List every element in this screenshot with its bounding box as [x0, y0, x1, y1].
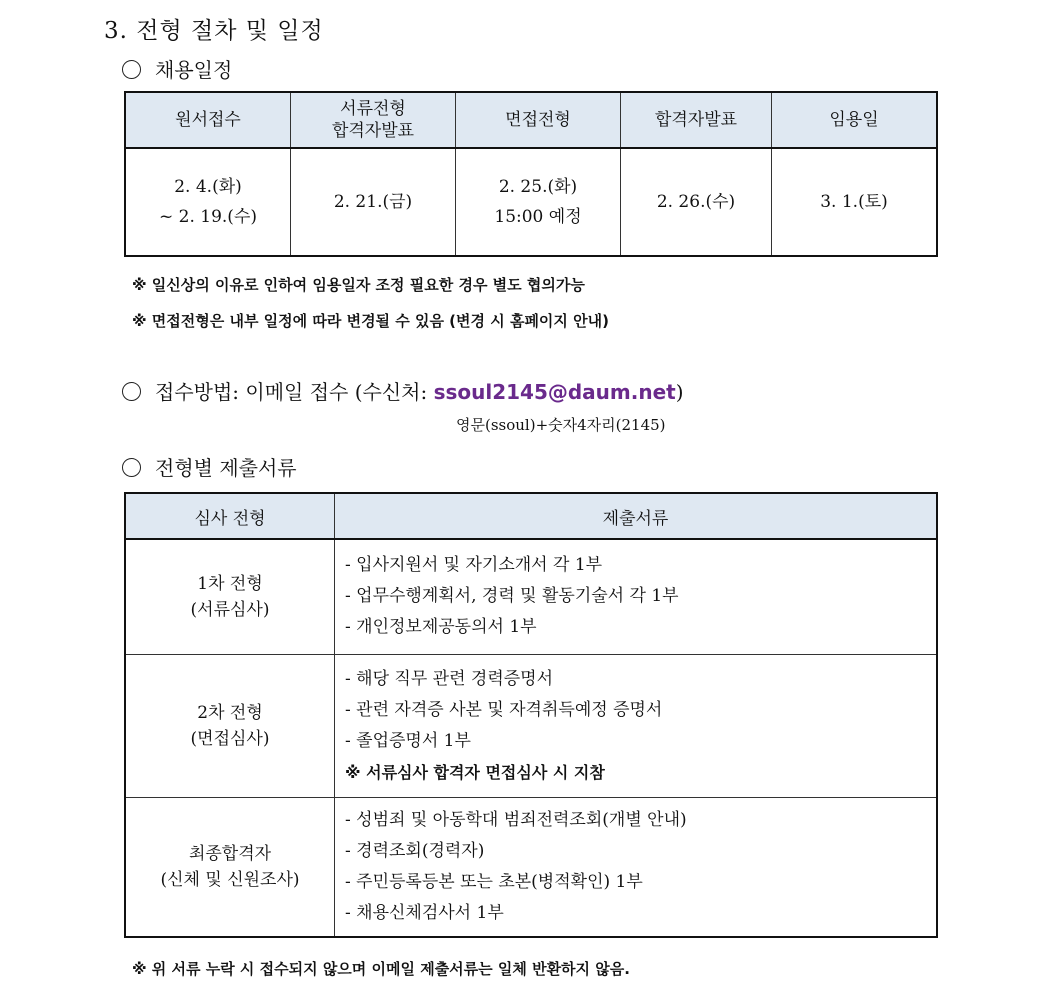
stage-text: 최종합격자 (신체 및 신원조사)	[160, 843, 300, 890]
value-text: 3. 1.(토)	[820, 192, 888, 212]
table-row	[125, 797, 937, 937]
list-item: - 해당 직무 관련 경력증명서	[345, 668, 554, 689]
documents-header-row	[125, 493, 937, 539]
header-text: 임용일	[829, 110, 879, 130]
header-text: 원서접수	[175, 110, 241, 130]
value-cell	[456, 148, 621, 256]
header-cell	[772, 92, 938, 148]
apply-method	[122, 376, 684, 405]
header-text: 합격자발표	[654, 110, 738, 130]
header-text: 서류전형 합격자발표	[331, 99, 415, 141]
items-cell	[335, 539, 938, 654]
value-cell	[621, 148, 772, 256]
header-text: 제출서류	[602, 508, 669, 529]
list-item: - 채용신체검사서 1부	[345, 902, 504, 923]
schedule-heading	[122, 54, 232, 83]
value-cell	[125, 148, 291, 256]
circle-bullet-icon	[122, 382, 141, 401]
header-cell	[125, 92, 291, 148]
list-item: - 업무수행계획서, 경력 및 활동기술서 각 1부	[345, 586, 679, 607]
list-item: - 개인정보제공동의서 1부	[345, 617, 537, 638]
list-item: - 관련 자격증 사본 및 자격취득예정 증명서	[345, 699, 663, 720]
schedule-value-row	[125, 148, 937, 256]
documents-table	[124, 492, 938, 938]
header-text: 면접전형	[505, 110, 571, 130]
value-text: 2. 4.(화) ~ 2. 19.(수)	[159, 177, 257, 227]
stage-text: 1차 전형 (서류심사)	[190, 573, 270, 620]
list-item: - 성범죄 및 아동학대 범죄전력조회(개별 안내)	[345, 809, 687, 830]
documents-heading-text: 전형별 제출서류	[155, 456, 297, 480]
list-item: - 졸업증명서 1부	[345, 730, 471, 751]
stage-cell	[125, 539, 335, 654]
list-item: - 입사지원서 및 자기소개서 각 1부	[345, 555, 603, 576]
note-interview-change: ※ 면접전형은 내부 일정에 따라 변경될 수 있음 (변경 시 홈페이지 안내)	[132, 312, 609, 330]
documents-heading	[122, 452, 297, 481]
list-item: - 경력조회(경력자)	[345, 840, 485, 861]
value-text: 2. 25.(화) 15:00 예정	[494, 177, 582, 227]
schedule-table	[124, 91, 938, 257]
header-cell	[335, 493, 938, 539]
email-hint: 영문(ssoul)+숫자4자리(2145)	[456, 416, 666, 434]
header-cell	[291, 92, 456, 148]
footer-note: ※ 위 서류 누락 시 접수되지 않으며 이메일 제출서류는 일체 반환하지 않음.	[132, 960, 630, 978]
schedule-header-row	[125, 92, 937, 148]
section-title: 3. 전형 절차 및 일정	[104, 18, 324, 44]
items-cell	[335, 654, 938, 797]
header-text: 심사 전형	[194, 508, 266, 529]
table-row	[125, 539, 937, 654]
header-cell	[621, 92, 772, 148]
value-cell	[772, 148, 938, 256]
header-cell	[125, 493, 335, 539]
note-reschedule: ※ 일신상의 이유로 인하여 임용일자 조정 필요한 경우 별도 협의가능	[132, 276, 585, 294]
stage-cell	[125, 797, 335, 937]
email-link[interactable]: ssoul2145@daum.net	[433, 380, 676, 404]
stage-text: 2차 전형 (면접심사)	[190, 702, 270, 749]
table-row	[125, 654, 937, 797]
stage-cell	[125, 654, 335, 797]
apply-method-close: )	[675, 380, 684, 404]
value-text: 2. 26.(수)	[656, 192, 736, 212]
schedule-heading-text: 채용일정	[155, 58, 233, 82]
apply-method-label: 접수방법: 이메일 접수 (수신처:	[155, 380, 434, 404]
circle-bullet-icon	[122, 458, 141, 477]
list-item-note: ※ 서류심사 합격자 면접심사 시 지참	[345, 762, 605, 782]
value-text: 2. 21.(금)	[333, 192, 413, 212]
list-item: - 주민등록등본 또는 초본(병적확인) 1부	[345, 871, 643, 892]
circle-bullet-icon	[122, 60, 141, 79]
items-cell	[335, 797, 938, 937]
value-cell	[291, 148, 456, 256]
header-cell	[456, 92, 621, 148]
